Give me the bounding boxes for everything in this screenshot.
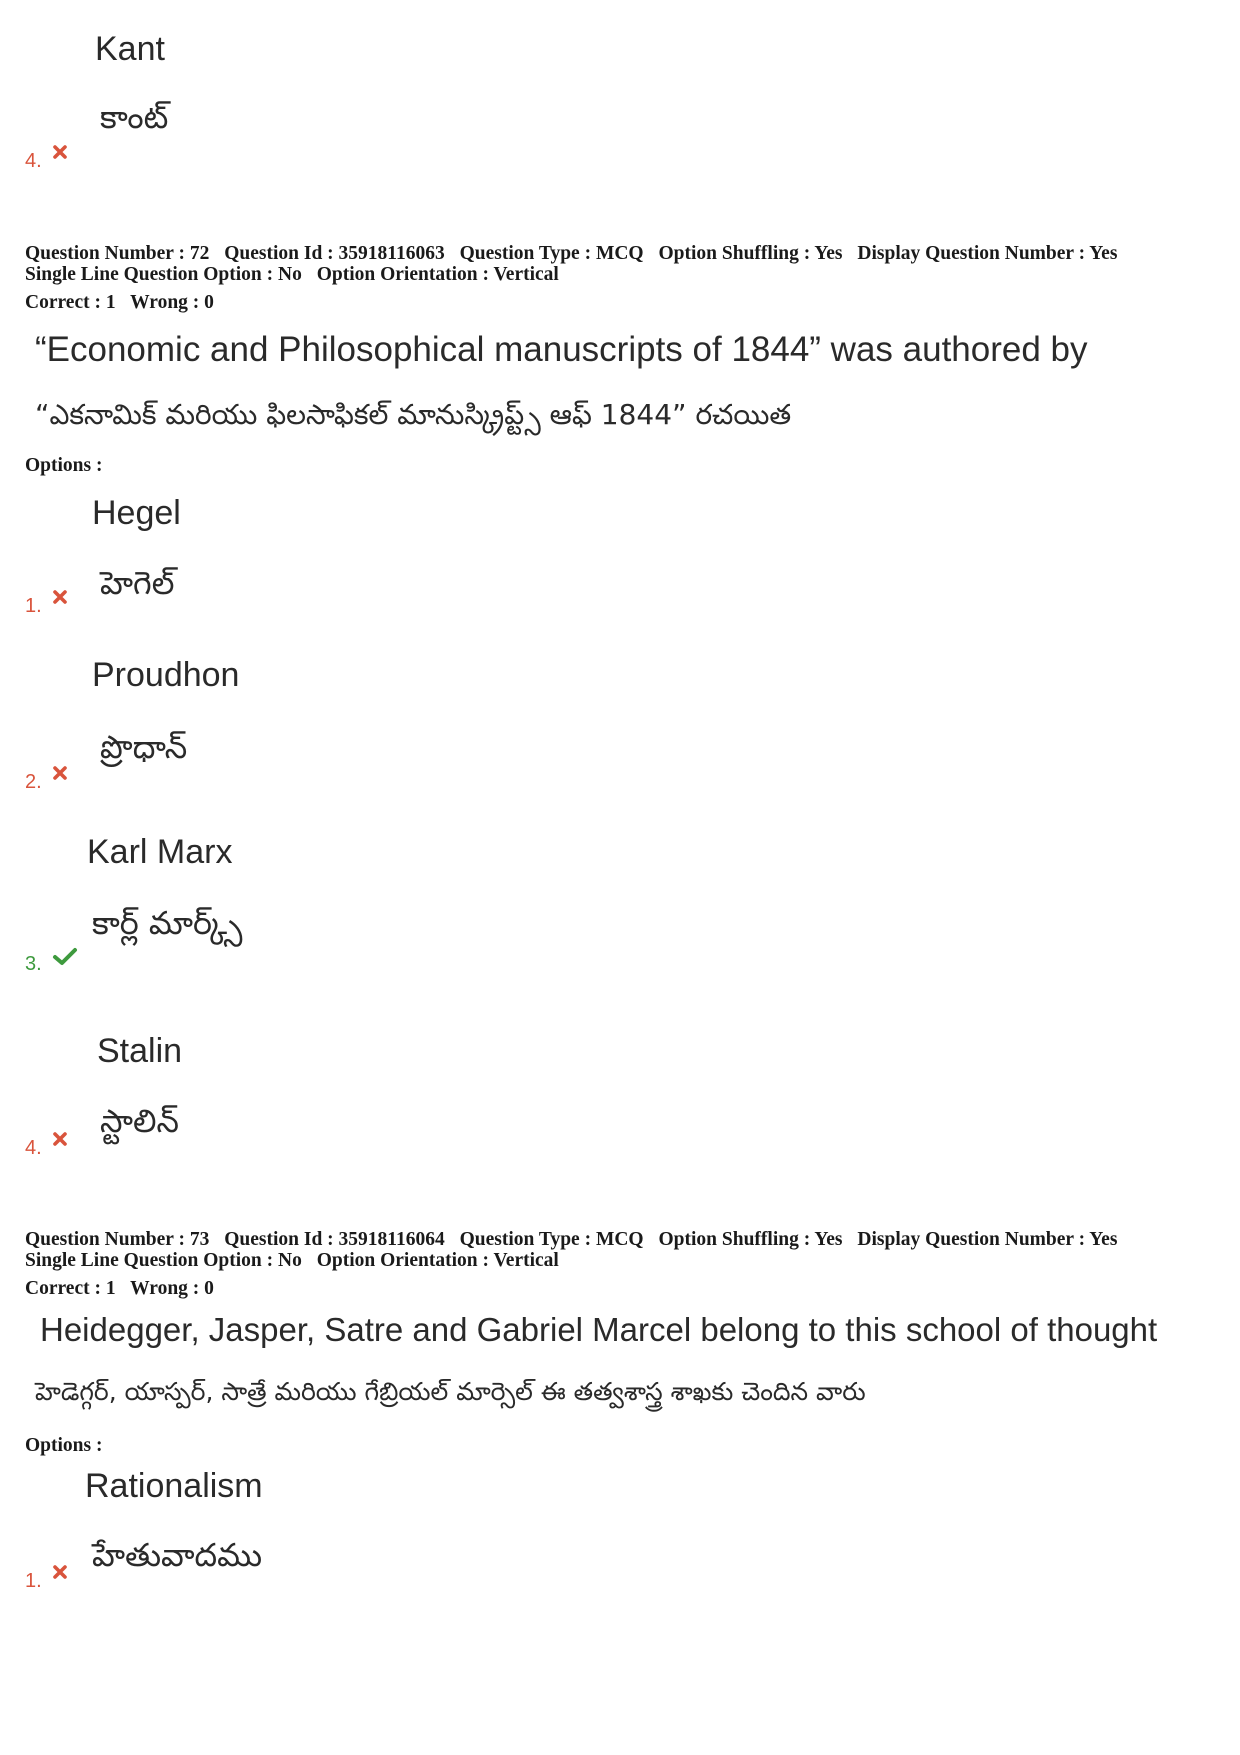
option-marker bbox=[25, 595, 68, 618]
option-text-en: Stalin bbox=[97, 1032, 183, 1070]
question-number: Question Number : 72 bbox=[25, 243, 210, 264]
option-orientation: Option Orientation : Vertical bbox=[316, 1250, 559, 1271]
option-text-en: Karl Marx bbox=[87, 833, 233, 871]
correct-marks: Correct : 1 bbox=[25, 292, 116, 313]
display-question-number: Display Question Number : Yes bbox=[857, 243, 1118, 264]
options-label: Options : bbox=[25, 1435, 103, 1456]
option-marker bbox=[25, 1137, 68, 1160]
option-shuffling: Option Shuffling : Yes bbox=[658, 243, 843, 264]
wrong-cross-icon bbox=[52, 589, 68, 605]
option-marker bbox=[25, 1570, 68, 1593]
wrong-marks: Wrong : 0 bbox=[130, 292, 214, 313]
wrong-cross-icon bbox=[52, 765, 68, 781]
question-text-en: Heidegger, Jasper, Satre and Gabriel Marcel belong to this school of thought bbox=[40, 1311, 1158, 1348]
question-type: Question Type : MCQ bbox=[459, 1229, 644, 1250]
option-marker bbox=[25, 953, 78, 976]
option-number: 4. bbox=[25, 150, 42, 172]
option-shuffling: Option Shuffling : Yes bbox=[658, 1229, 843, 1250]
option-marker bbox=[25, 150, 68, 173]
correct-check-icon bbox=[52, 947, 78, 967]
option-number: 3. bbox=[25, 953, 42, 975]
question-id: Question Id : 35918116064 bbox=[224, 1229, 445, 1250]
wrong-marks: Wrong : 0 bbox=[130, 1278, 214, 1299]
question-text-te: “ఎకనామిక్ మరియు ఫిలసాఫికల్ మానుస్క్రిప్ట్స్ ఆఫ్ 1844” రచయిత bbox=[35, 398, 792, 431]
option-text-en: Proudhon bbox=[92, 656, 240, 694]
option-text-te: హెగెల్ bbox=[100, 564, 175, 602]
question-meta-line2 bbox=[25, 264, 569, 285]
options-label: Options : bbox=[25, 455, 103, 476]
option-orientation: Option Orientation : Vertical bbox=[316, 264, 559, 285]
question-id: Question Id : 35918116063 bbox=[224, 243, 445, 264]
question-meta-line1 bbox=[25, 1229, 1127, 1250]
marks-line bbox=[25, 292, 224, 313]
option-text-te: కార్ల్ మార్క్స్ bbox=[92, 904, 243, 942]
option-number: 4. bbox=[25, 1137, 42, 1159]
wrong-cross-icon bbox=[52, 1131, 68, 1147]
single-line-option: Single Line Question Option : No bbox=[25, 1250, 302, 1271]
option-text-te: స్టాలిన్ bbox=[100, 1102, 179, 1140]
marks-line bbox=[25, 1278, 224, 1299]
option-text-en: Rationalism bbox=[85, 1467, 263, 1505]
wrong-cross-icon bbox=[52, 1564, 68, 1580]
correct-marks: Correct : 1 bbox=[25, 1278, 116, 1299]
option-text-te: ప్రొధాన్ bbox=[100, 728, 188, 766]
question-type: Question Type : MCQ bbox=[459, 243, 644, 264]
option-number: 2. bbox=[25, 771, 42, 793]
option-text-te: హేతువాదము bbox=[92, 1536, 263, 1574]
option-text-en: Kant bbox=[95, 30, 165, 68]
option-number: 1. bbox=[25, 1570, 42, 1592]
option-number: 1. bbox=[25, 595, 42, 617]
wrong-cross-icon bbox=[52, 144, 68, 160]
option-text-te: కాంట్ bbox=[100, 98, 169, 136]
question-meta-line2 bbox=[25, 1250, 569, 1271]
question-text-en: “Economic and Philosophical manuscripts of 1844” was authored by bbox=[35, 330, 1088, 369]
question-meta-line1 bbox=[25, 243, 1127, 264]
single-line-option: Single Line Question Option : No bbox=[25, 264, 302, 285]
question-text-te: హెడెగ్గర్, యాస్పర్, సాత్రే మరియు గేబ్రియల్ మార్సెల్ ఈ తత్వశాస్త్ర శాఖకు చెందిన వారు bbox=[35, 1377, 866, 1406]
option-marker bbox=[25, 771, 68, 794]
display-question-number: Display Question Number : Yes bbox=[857, 1229, 1118, 1250]
question-number: Question Number : 73 bbox=[25, 1229, 210, 1250]
option-text-en: Hegel bbox=[92, 494, 181, 532]
